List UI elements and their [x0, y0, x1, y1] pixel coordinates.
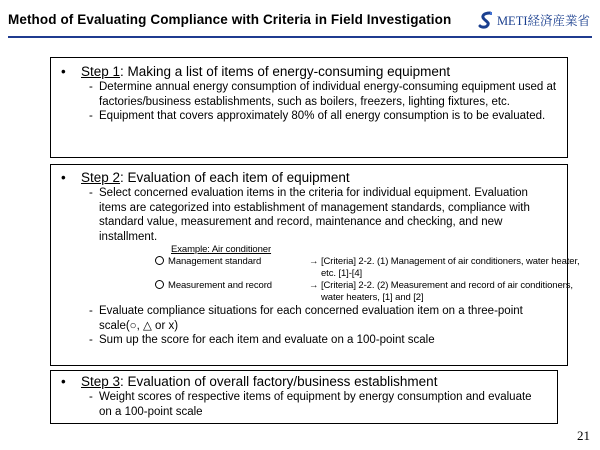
page-title: Method of Evaluating Compliance with Criteria in Field Investigation: [8, 12, 452, 27]
step-1-item-1: - Determine annual energy consumption of individual energy-consuming equipment used at factories/business establishments, such as boilers, freezers, lighting fixtures, etc.: [89, 81, 557, 108]
example-title: Example: Air conditioner: [171, 244, 272, 255]
step-1-heading: • Step 1: Making a list of items of energy-consuming equipment: [61, 64, 451, 79]
logo-text: METI経済産業省: [496, 14, 590, 28]
step-2-heading: • Step 2: Evaluation of each item of equipment: [61, 170, 350, 185]
header-divider: [8, 36, 592, 38]
circle-icon: [155, 256, 164, 265]
meti-emblem-icon: [478, 11, 494, 29]
step-2-item-1: - Select concerned evaluation items in the criteria for individual equipment. Evaluation items are categorized into establishment of management standards, compliance with standard value, measurement and record, maintenance and checking, and new installment.: [89, 187, 530, 243]
step-1-item-2: - Equipment that covers approximately 80% of all energy consumption is to be evaluated.: [89, 110, 546, 122]
step-1-label: Step 1: [81, 64, 121, 79]
step-3-box: [50, 370, 558, 424]
meti-logo: [478, 9, 590, 31]
circle-icon: [155, 280, 164, 289]
step-3-item-1: - Weight scores of respective items of equipment by energy consumption and evaluate on a 100-point scale: [89, 391, 532, 418]
step-3-label: Step 3: [81, 374, 121, 389]
step-2-item-3: - Sum up the score for each item and evaluate on a 100-point scale: [89, 334, 435, 346]
step-1-box: [50, 57, 568, 158]
example-row-management: Management standard → [Criteria] 2-2. (1) Management of air conditioners, water heater, etc. [1]-[4]: [51, 256, 567, 280]
page-number: 21: [577, 428, 590, 443]
step-2-item-2: - Evaluate compliance situations for each concerned evaluation item on a three-point scale(○, △ or x): [89, 305, 523, 332]
arrow-icon: →: [309, 280, 319, 291]
example-row-measurement: Measurement and record → [Criteria] 2-2. (2) Measurement and record of air conditioners, water heaters, [1] and [2]: [51, 280, 567, 304]
step-2-box: [50, 164, 580, 366]
step-3-heading: • Step 3: Evaluation of overall factory/business establishment: [61, 374, 438, 389]
arrow-icon: →: [309, 256, 319, 267]
step-2-label: Step 2: [81, 170, 121, 185]
